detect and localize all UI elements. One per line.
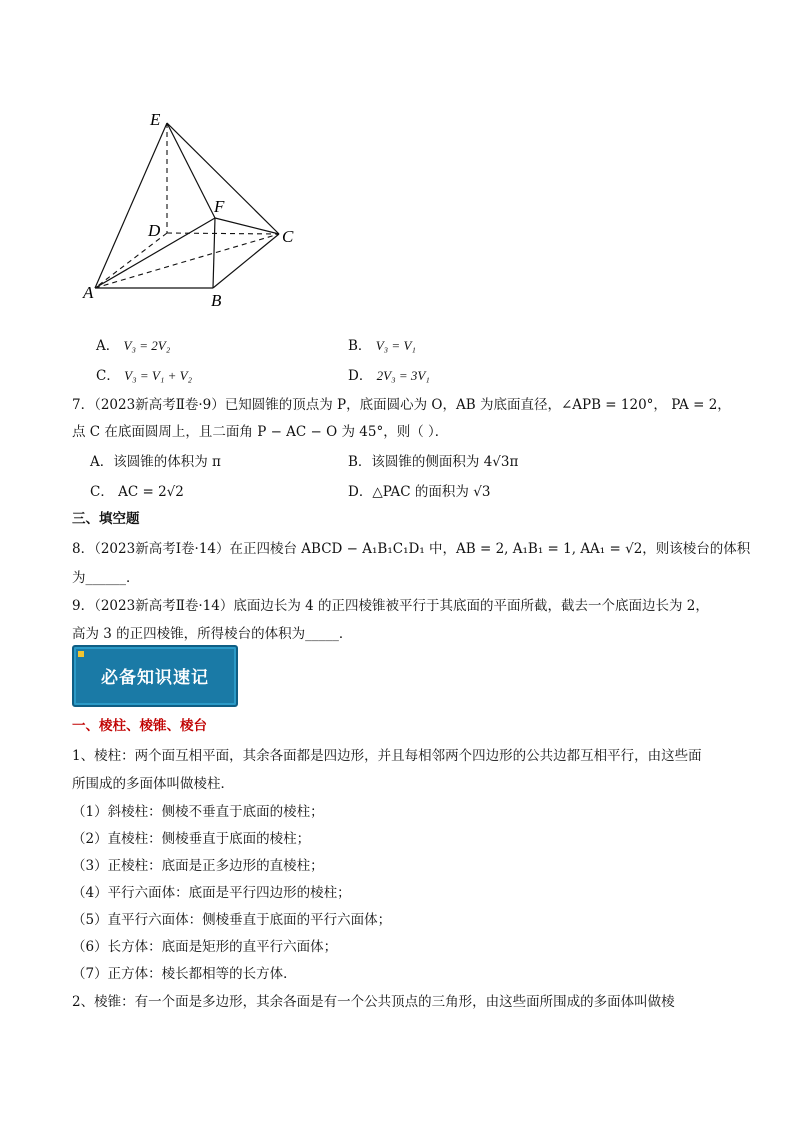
content-item: （5）直平行六面体：侧棱垂直于底面的平行六面体； — [72, 912, 392, 928]
q7-line1: 7．（2023新高考Ⅱ卷·9）已知圆锥的顶点为 P，底面圆心为 O，AB 为底面直径，∠APB = 120°， PA = 2， — [72, 397, 731, 413]
q6-option-D-letter: D． — [348, 368, 373, 384]
q6-option-A — [96, 334, 170, 354]
q7-option-D: D．△PAC 的面积为 √3 — [348, 484, 491, 500]
geometry-figure — [80, 105, 310, 315]
edge-FC — [215, 218, 279, 234]
label-F: F — [214, 197, 225, 216]
label-E: E — [150, 110, 161, 129]
edge-BC — [213, 234, 279, 288]
content-p1-line2: 所围成的多面体叫做棱柱． — [72, 776, 234, 792]
q6-option-B-expr: V₃ = V₁ — [375, 338, 416, 353]
edge-AC — [95, 234, 279, 288]
content-item: （2）直棱柱：侧棱垂直于底面的棱柱； — [72, 831, 311, 847]
q7-option-A: A．该圆锥的体积为 π — [90, 454, 221, 470]
content-item: （7）正方体：棱长都相等的长方体． — [72, 966, 297, 982]
q7-option-C: C． AC = 2√2 — [90, 484, 184, 500]
edge-FB — [213, 218, 215, 288]
q6-option-A-letter: A． — [96, 338, 120, 354]
q6-option-B — [348, 334, 416, 354]
q7-line2: 点 C 在底面圆周上，且二面角 P − AC − O 为 45°，则（ ）． — [72, 424, 449, 440]
banner-title: 必备知识速记 — [101, 668, 209, 688]
content-item: （6）长方体：底面是矩形的直平行六面体； — [72, 939, 338, 955]
section-prism-title: 一、棱柱、棱锥、棱台 — [72, 718, 207, 734]
content-p2-line1: 2、棱锥：有一个面是多边形，其余各面是有一个公共顶点的三角形，由这些面所围成的多面体叫做棱 — [72, 994, 675, 1010]
edge-EC — [167, 123, 279, 234]
edge-EF — [167, 123, 215, 218]
q8-line2: 为______． — [72, 570, 140, 586]
knowledge-banner — [72, 645, 238, 707]
section-fill-in-title: 三、填空题 — [72, 511, 140, 527]
q7-option-B: B．该圆锥的侧面积为 4√3π — [348, 454, 519, 470]
label-C: C — [282, 227, 294, 246]
q6-option-C — [96, 364, 192, 384]
q6-option-C-letter: C． — [96, 368, 120, 384]
q9-line2: 高为 3 的正四棱锥，所得棱台的体积为_____． — [72, 626, 353, 642]
q6-option-D-expr: 2V₃ = 3V₁ — [376, 368, 430, 383]
content-item: （1）斜棱柱：侧棱不垂直于底面的棱柱； — [72, 804, 324, 820]
edge-EA — [95, 123, 167, 288]
q6-option-B-letter: B． — [348, 338, 372, 354]
content-p1-line1: 1、棱柱：两个面互相平面，其余各面都是四边形，并且每相邻两个四边形的公共边都互相平行，由这些面 — [72, 748, 702, 764]
q8-line1: 8．（2023新高考Ⅰ卷·14）在正四棱台 ABCD − A₁B₁C₁D₁ 中，AB = 2, A₁B₁ = 1, AA₁ = √2，则该棱台的体积 — [72, 541, 751, 557]
label-A: A — [83, 283, 94, 302]
content-item: （4）平行六面体：底面是平行四边形的棱柱； — [72, 885, 351, 901]
q6-option-A-expr: V₃ = 2V₂ — [123, 338, 171, 353]
banner-accent — [78, 651, 84, 657]
edge-DC — [167, 233, 279, 234]
content-item: （3）正棱柱：底面是正多边形的直棱柱； — [72, 858, 324, 874]
q6-option-C-expr: V₃ = V₁ + V₂ — [124, 368, 193, 383]
q9-line1: 9．（2023新高考Ⅱ卷·14）底面边长为 4 的正四棱锥被平行于其底面的平面所截，截去一个底面边长为 2， — [72, 598, 709, 614]
label-B: B — [211, 291, 222, 310]
q6-option-D — [348, 364, 430, 384]
edge-DA — [95, 233, 167, 288]
label-D: D — [148, 221, 161, 240]
